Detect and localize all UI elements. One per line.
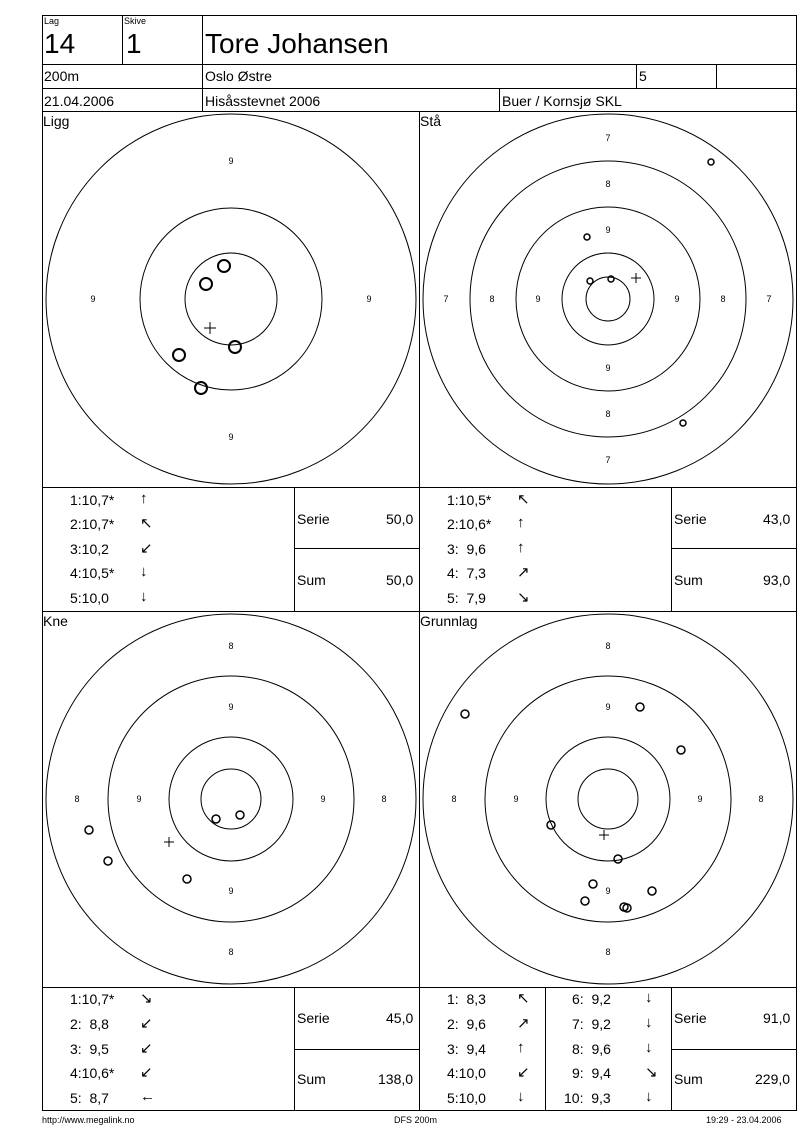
ring-label: 7 bbox=[605, 455, 611, 465]
ring-label: 9 bbox=[366, 294, 372, 304]
event: Hisåsstevnet 2006 bbox=[205, 93, 321, 109]
panel-title-kne: Kne bbox=[43, 613, 68, 629]
direction-arrow-icon: ↘ bbox=[517, 589, 530, 606]
serie-label: Serie bbox=[674, 1010, 707, 1026]
footer-url[interactable]: http://www.megalink.no bbox=[42, 1115, 135, 1125]
ring-label: 8 bbox=[489, 294, 495, 304]
shooter-name: Tore Johansen bbox=[205, 28, 389, 59]
shot-hole bbox=[212, 815, 220, 823]
sum-value: 50,0 bbox=[386, 572, 414, 588]
ring-label: 9 bbox=[535, 294, 541, 304]
ring-label: 9 bbox=[674, 294, 680, 304]
ring-label: 9 bbox=[605, 363, 611, 373]
sum-label: Sum bbox=[674, 572, 703, 588]
lag-value: 14 bbox=[44, 28, 76, 59]
serie-value: 43,0 bbox=[763, 511, 791, 527]
shot-hole bbox=[636, 703, 644, 711]
shot-row: 3:10,2 bbox=[70, 541, 109, 557]
sum-value: 93,0 bbox=[763, 572, 791, 588]
direction-arrow-icon: ↙ bbox=[140, 1015, 153, 1032]
shot-row: 7: 9,2 bbox=[572, 1016, 611, 1032]
panel-title-grunnlag: Grunnlag bbox=[420, 613, 478, 629]
ring-label: 9 bbox=[228, 432, 234, 442]
direction-arrow-icon: ↙ bbox=[140, 540, 153, 557]
shot-hole bbox=[461, 710, 469, 718]
target-grunnlag bbox=[419, 611, 797, 988]
ring-label: 9 bbox=[136, 794, 142, 804]
shot-row: 6: 9,2 bbox=[572, 991, 611, 1007]
direction-arrow-icon: ↖ bbox=[517, 491, 530, 508]
shot-row: 5: 8,7 bbox=[70, 1090, 109, 1106]
shot-row: 2:10,6* bbox=[447, 516, 492, 532]
ring-label: 9 bbox=[605, 225, 611, 235]
date: 21.04.2006 bbox=[44, 93, 115, 109]
shot-row: 2: 8,8 bbox=[70, 1016, 109, 1032]
sum-label: Sum bbox=[297, 1071, 326, 1087]
shot-row: 3: 9,6 bbox=[447, 541, 486, 557]
shot-row: 5:10,0 bbox=[447, 1090, 486, 1106]
shot-row: 4:10,5* bbox=[70, 565, 115, 581]
target-ligg bbox=[42, 111, 420, 488]
ring-label: 8 bbox=[228, 641, 234, 651]
ring-label: 9 bbox=[605, 702, 611, 712]
shot-hole bbox=[648, 887, 656, 895]
shot-row: 4:10,0 bbox=[447, 1065, 486, 1081]
ring-label: 9 bbox=[90, 294, 96, 304]
serie-label: Serie bbox=[297, 511, 330, 527]
shot-row: 8: 9,6 bbox=[572, 1041, 611, 1057]
skive-value: 1 bbox=[126, 28, 142, 59]
direction-arrow-icon: ↓ bbox=[140, 563, 148, 580]
direction-arrow-icon: ↗ bbox=[517, 1015, 530, 1032]
ring-label: 8 bbox=[381, 794, 387, 804]
shot-row: 5:10,0 bbox=[70, 590, 109, 606]
ring-label: 8 bbox=[228, 947, 234, 957]
ring-label: 8 bbox=[605, 179, 611, 189]
target-sta bbox=[419, 111, 797, 488]
serie-value: 50,0 bbox=[386, 511, 414, 527]
direction-arrow-icon: ↗ bbox=[517, 564, 530, 581]
direction-arrow-icon: ↘ bbox=[140, 990, 153, 1007]
shot-row: 4:10,6* bbox=[70, 1065, 115, 1081]
center-mark bbox=[599, 830, 609, 840]
lag-label: Lag bbox=[44, 16, 60, 26]
direction-arrow-icon: ↓ bbox=[517, 1088, 525, 1105]
serie-label: Serie bbox=[674, 511, 707, 527]
direction-arrow-icon: ↑ bbox=[517, 514, 525, 531]
shot-hole bbox=[200, 278, 212, 290]
ring-label: 9 bbox=[697, 794, 703, 804]
shot-row: 1:10,7* bbox=[70, 991, 115, 1007]
shot-hole bbox=[195, 382, 207, 394]
direction-arrow-icon: ↓ bbox=[645, 989, 653, 1006]
shot-hole bbox=[229, 341, 241, 353]
center-mark bbox=[631, 273, 641, 283]
ring-label: 8 bbox=[605, 641, 611, 651]
ring-label: 9 bbox=[605, 886, 611, 896]
serie-value: 91,0 bbox=[763, 1010, 791, 1026]
direction-arrow-icon: ↓ bbox=[645, 1039, 653, 1056]
ring-label: 7 bbox=[766, 294, 772, 304]
ring-label: 8 bbox=[605, 409, 611, 419]
ring-label: 8 bbox=[605, 947, 611, 957]
shot-row: 2:10,7* bbox=[70, 516, 115, 532]
shot-hole bbox=[614, 855, 622, 863]
shot-hole bbox=[584, 234, 590, 240]
direction-arrow-icon: ↑ bbox=[140, 490, 148, 507]
footer-program: DFS 200m bbox=[394, 1115, 438, 1125]
shot-hole bbox=[104, 857, 112, 865]
shot-hole bbox=[680, 420, 686, 426]
ring-label: 9 bbox=[513, 794, 519, 804]
club: Oslo Østre bbox=[205, 68, 272, 84]
shot-row: 10: 9,3 bbox=[564, 1090, 611, 1106]
ring-label: 9 bbox=[228, 156, 234, 166]
shot-row: 1: 8,3 bbox=[447, 991, 486, 1007]
shot-hole bbox=[183, 875, 191, 883]
direction-arrow-icon: ↙ bbox=[517, 1064, 530, 1081]
ring-label: 7 bbox=[605, 133, 611, 143]
sum-value: 229,0 bbox=[755, 1071, 791, 1087]
ring-label: 7 bbox=[443, 294, 449, 304]
distance: 200m bbox=[44, 68, 80, 84]
center-mark bbox=[204, 322, 216, 334]
ring-label: 8 bbox=[451, 794, 457, 804]
shot-hole bbox=[589, 880, 597, 888]
serie-value: 45,0 bbox=[386, 1010, 414, 1026]
shot-hole bbox=[708, 159, 714, 165]
direction-arrow-icon: ↓ bbox=[645, 1014, 653, 1031]
shot-row: 3: 9,5 bbox=[70, 1041, 109, 1057]
shot-row: 1:10,5* bbox=[447, 492, 492, 508]
shot-row: 4: 7,3 bbox=[447, 565, 486, 581]
shot-row: 2: 9,6 bbox=[447, 1016, 486, 1032]
direction-arrow-icon: ↖ bbox=[140, 515, 153, 532]
direction-arrow-icon: ← bbox=[140, 1088, 155, 1105]
shot-hole bbox=[236, 811, 244, 819]
direction-arrow-icon: ↓ bbox=[645, 1088, 653, 1105]
shot-hole bbox=[85, 826, 93, 834]
direction-arrow-icon: ↙ bbox=[140, 1040, 153, 1057]
direction-arrow-icon: ↙ bbox=[140, 1064, 153, 1081]
shot-hole bbox=[173, 349, 185, 361]
footer-timestamp: 19:29 - 23.04.2006 bbox=[706, 1115, 782, 1125]
sum-label: Sum bbox=[674, 1071, 703, 1087]
panel-title-sta: Stå bbox=[420, 113, 442, 129]
ring-label: 9 bbox=[228, 702, 234, 712]
ring-label: 9 bbox=[320, 794, 326, 804]
skive-label: Skive bbox=[124, 16, 147, 26]
panel-title-ligg: Ligg bbox=[43, 113, 70, 129]
ring-label: 8 bbox=[74, 794, 80, 804]
location: Buer / Kornsjø SKL bbox=[502, 93, 622, 109]
shot-row: 1:10,7* bbox=[70, 492, 115, 508]
ring-label: 8 bbox=[758, 794, 764, 804]
shot-hole bbox=[587, 278, 593, 284]
direction-arrow-icon: ↓ bbox=[140, 588, 148, 605]
shot-row: 9: 9,4 bbox=[572, 1065, 611, 1081]
sum-label: Sum bbox=[297, 572, 326, 588]
center-mark bbox=[164, 837, 174, 847]
shot-hole bbox=[581, 897, 589, 905]
ring-label: 8 bbox=[720, 294, 726, 304]
shot-row: 5: 7,9 bbox=[447, 590, 486, 606]
klasse: 5 bbox=[639, 68, 647, 84]
serie-label: Serie bbox=[297, 1010, 330, 1026]
shot-row: 3: 9,4 bbox=[447, 1041, 486, 1057]
ring-label: 9 bbox=[228, 886, 234, 896]
shot-hole bbox=[677, 746, 685, 754]
sum-value: 138,0 bbox=[378, 1071, 414, 1087]
target-kne bbox=[42, 611, 420, 988]
direction-arrow-icon: ↑ bbox=[517, 1039, 525, 1056]
shot-hole bbox=[218, 260, 230, 272]
direction-arrow-icon: ↘ bbox=[645, 1064, 658, 1081]
direction-arrow-icon: ↑ bbox=[517, 539, 525, 556]
direction-arrow-icon: ↖ bbox=[517, 990, 530, 1007]
